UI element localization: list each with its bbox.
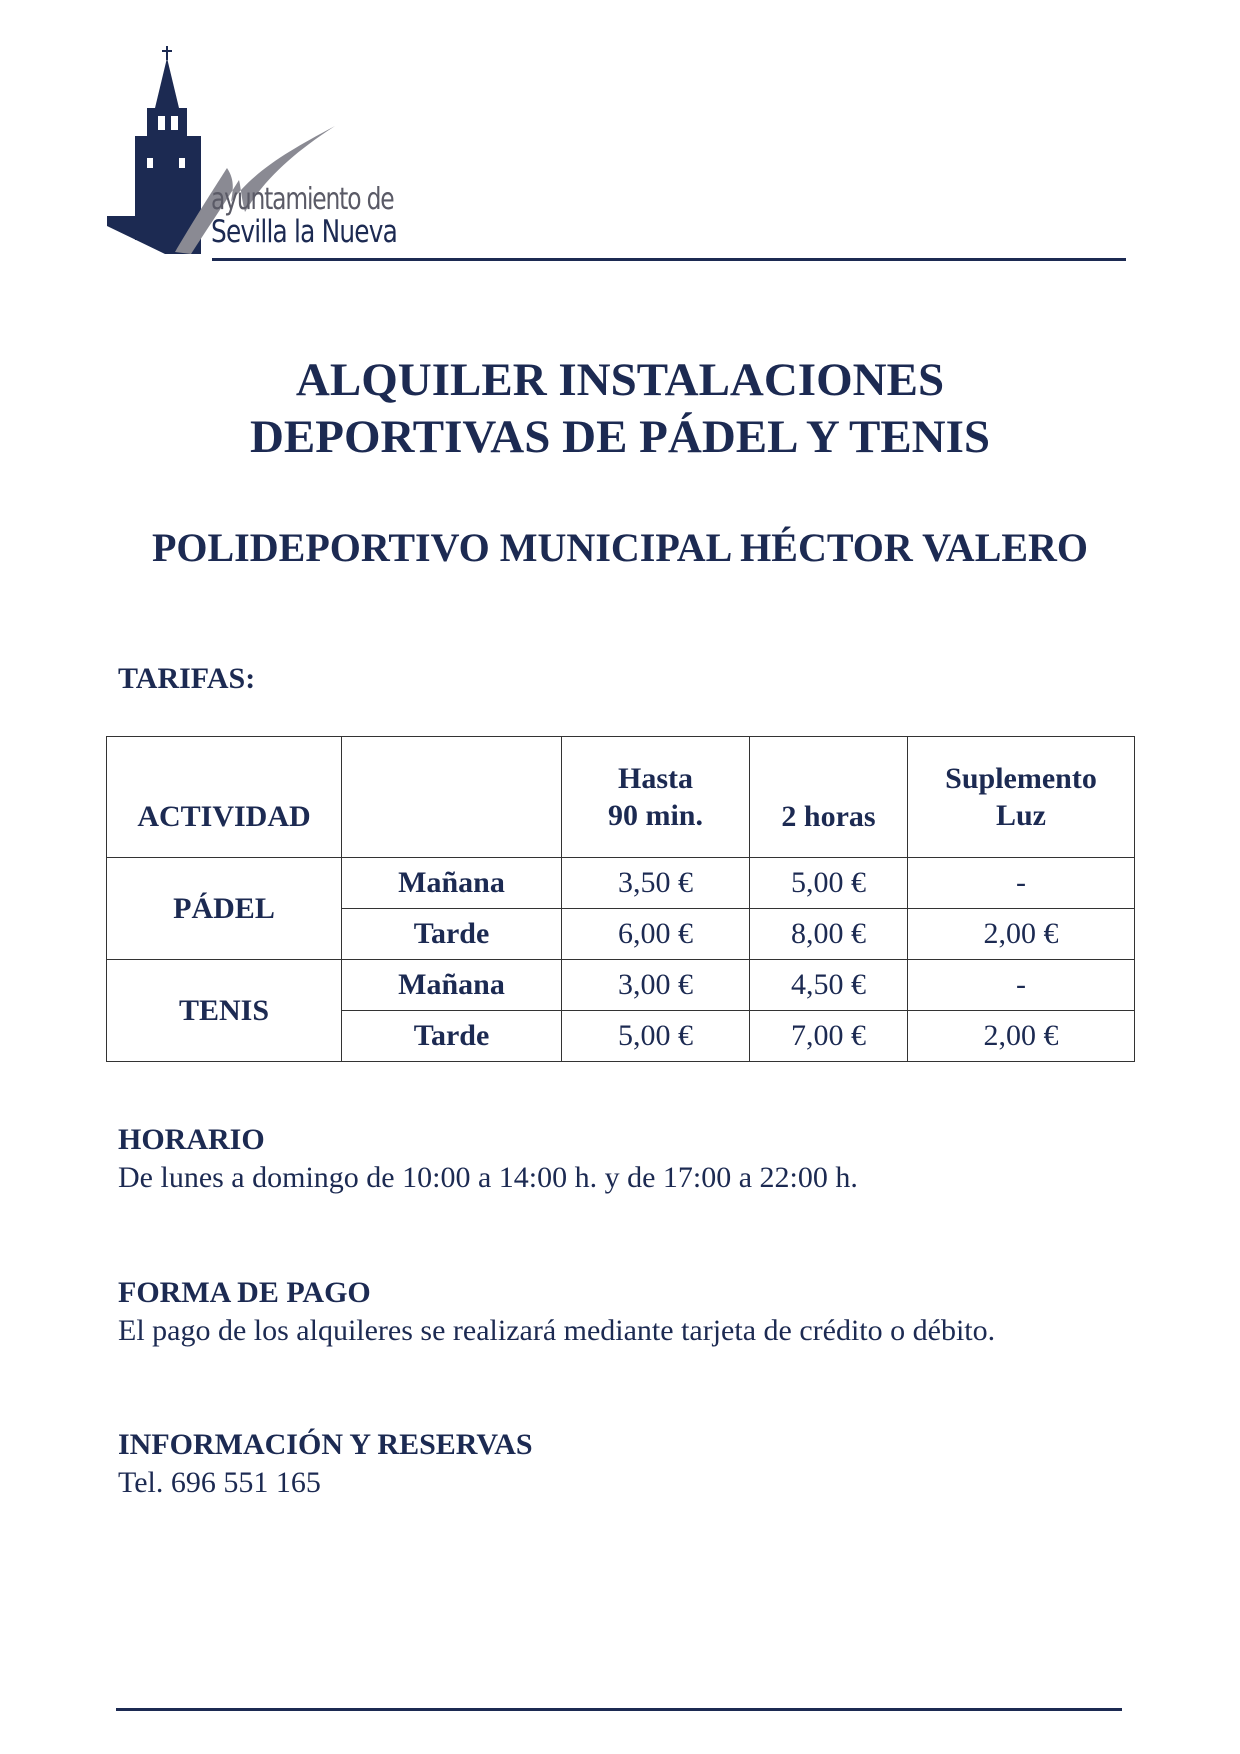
rates-table: [106, 736, 1135, 1062]
phone-text: Tel. 696 551 165: [118, 1466, 321, 1499]
header-hasta-90: [562, 737, 750, 858]
title-line-2: DEPORTIVAS DE PÁDEL Y TENIS: [249, 411, 991, 463]
table-header-row: [107, 737, 1135, 858]
price-luz: 2,00 €: [908, 909, 1135, 960]
header-hasta-90-line1: Hasta: [618, 762, 693, 795]
price-2h: 7,00 €: [750, 1011, 908, 1062]
header-suplemento-line2: Luz: [995, 799, 1046, 832]
price-2h: 5,00 €: [750, 858, 908, 909]
price-90min: 3,00 €: [562, 960, 750, 1011]
header-actividad: ACTIVIDAD: [107, 737, 342, 858]
period-cell: Tarde: [342, 1011, 562, 1062]
price-90min: 5,00 €: [562, 1011, 750, 1062]
activity-padel: PÁDEL: [107, 858, 342, 960]
price-2h: 8,00 €: [750, 909, 908, 960]
price-2h: 4,50 €: [750, 960, 908, 1011]
table-row: [107, 960, 1135, 1011]
table-row: [107, 858, 1135, 909]
activity-tenis: TENIS: [107, 960, 342, 1062]
header-blank: [342, 737, 562, 858]
header-2-horas: 2 horas: [750, 737, 908, 858]
price-90min: 3,50 €: [562, 858, 750, 909]
facility-name: POLIDEPORTIVO MUNICIPAL HÉCTOR VALERO: [151, 525, 1089, 570]
price-90min: 6,00 €: [562, 909, 750, 960]
info-heading: INFORMACIÓN Y RESERVAS: [118, 1428, 533, 1461]
pago-text: El pago de los alquileres se realizará mediante tarjeta de crédito o débito.: [118, 1314, 996, 1347]
header-divider: [212, 258, 1126, 261]
period-cell: Mañana: [342, 858, 562, 909]
footer-divider: [116, 1708, 1122, 1711]
header-hasta-90-line2: 90 min.: [607, 799, 703, 832]
tarifas-heading: TARIFAS:: [118, 662, 256, 695]
title-line-1: ALQUILER INSTALACIONES: [295, 354, 945, 406]
price-luz: -: [908, 960, 1135, 1011]
page-title: [0, 352, 1240, 466]
price-luz: -: [908, 858, 1135, 909]
logo-text-ayuntamiento: ayuntamiento de: [211, 182, 394, 217]
horario-text: De lunes a domingo de 10:00 a 14:00 h. y de 17:00 a 22:00 h.: [118, 1161, 858, 1194]
municipal-logo: [105, 40, 425, 270]
header-suplemento-luz: [908, 737, 1135, 858]
period-cell: Mañana: [342, 960, 562, 1011]
period-cell: Tarde: [342, 909, 562, 960]
horario-heading: HORARIO: [118, 1123, 265, 1156]
pago-heading: FORMA DE PAGO: [118, 1276, 371, 1309]
header-suplemento-line1: Suplemento: [945, 762, 1097, 795]
price-luz: 2,00 €: [908, 1011, 1135, 1062]
logo-text-municipality: Sevilla la Nueva: [211, 214, 397, 250]
